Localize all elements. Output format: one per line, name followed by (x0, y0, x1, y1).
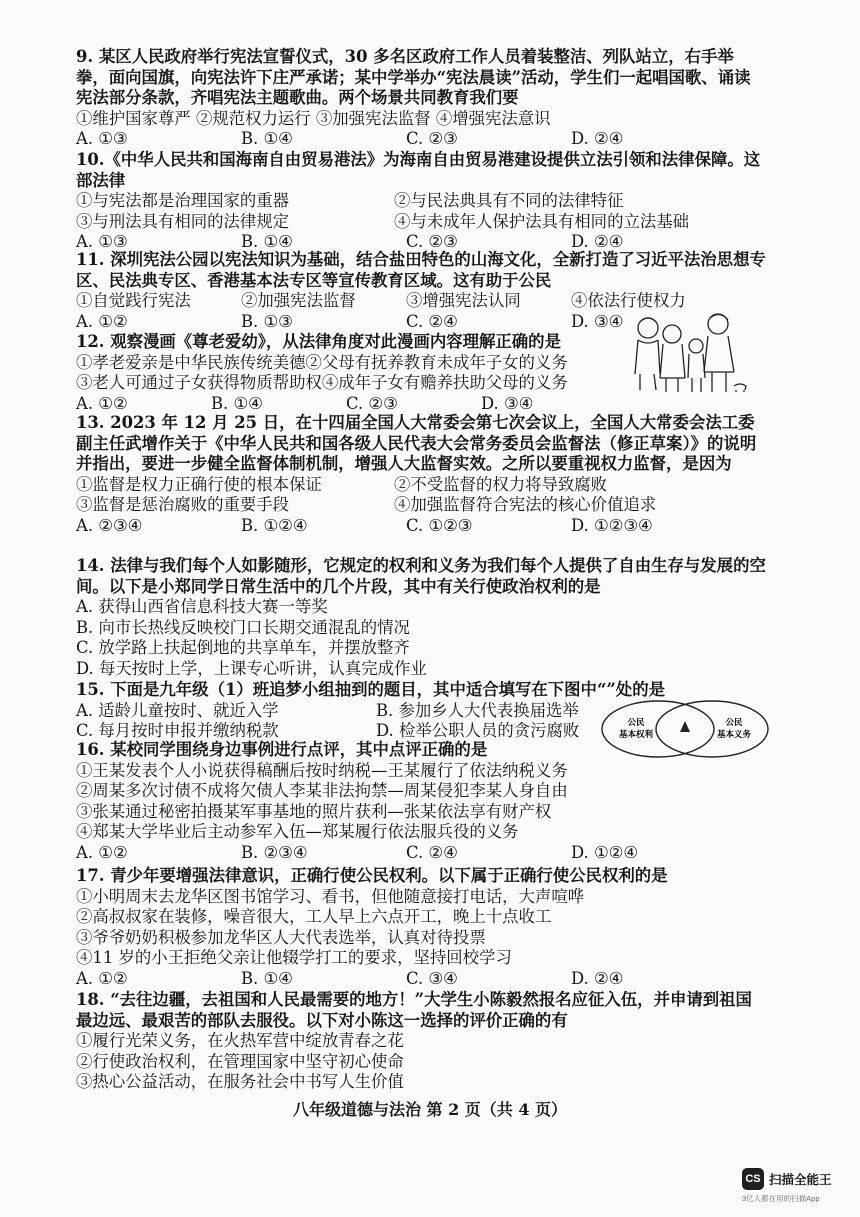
question-9 (76, 47, 766, 150)
choice-d[interactable]: D. 检举公职人员的贪污腐败 (376, 721, 580, 740)
question-13-items-row2 (76, 495, 766, 516)
choice-d[interactable]: D. ②④ (571, 129, 624, 148)
item-2: ②行使政治权利，在管理国家中坚守初心使命 (76, 1051, 404, 1071)
choice-d[interactable]: D. ①②③④ (571, 515, 653, 535)
question-13-choices (76, 516, 766, 537)
scanner-tagline: 3亿人都在用的扫描App (742, 1194, 820, 1203)
question-13 (76, 413, 766, 536)
item-1: ①履行光荣义务，在火热军营中绽放青春之花 (76, 1031, 404, 1050)
choice-b[interactable]: B. ①④ (241, 232, 293, 251)
item-2: ②周某多次讨债不成将欠债人李某非法拘禁—周某侵犯李某人身自由 (76, 781, 568, 800)
item-4: ④11 岁的小王拒绝父亲让他辍学打工的要求，坚持回校学习 (76, 948, 512, 967)
choice-a[interactable]: A. ①② (76, 311, 128, 331)
question-12-items-row2: ③老人可通过子女获得物质帮助权④成年子女有赡养扶助父母的义务 (76, 373, 568, 392)
item-1: ①自觉践行宪法 (76, 291, 191, 310)
triangle-icon (680, 721, 690, 732)
question-17 (76, 866, 766, 989)
choice-a[interactable]: A. ②③④ (76, 515, 143, 535)
choice-b[interactable]: B. 参加乡人大代表换届选举 (376, 700, 579, 720)
venn-right-label-line2: 基本义务 (716, 730, 752, 740)
scanner-watermark (742, 1168, 842, 1204)
item-3: ③爷爷奶奶积极参加龙华区人大代表选举，认真对待投票 (76, 927, 486, 947)
venn-left-label-line2: 基本权利 (618, 730, 654, 740)
respect-elders-cartoon-image (630, 312, 750, 396)
question-12-choices (76, 394, 616, 415)
choice-d[interactable]: D. ③④ (571, 311, 624, 331)
choice-b[interactable]: B. ①③ (241, 311, 293, 331)
item-3: ③热心公益活动，在服务社会中书写人生价值 (76, 1072, 404, 1091)
choice-c[interactable]: C. 放学路上扶起倒地的共享单车，并摆放整齐 (76, 638, 410, 657)
choice-a[interactable]: A. ①③ (76, 129, 128, 148)
question-9-stem: 9. 某区人民政府举行宪法宣誓仪式，30 多名区政府工作人员着装整洁、列队站立，右手举拳，面向国旗，向宪法许下庄严承诺；某中学举办“宪法晨读”活动，学生们一起唱国歌、诵读宪法部分条款，齐唱宪法主题歌曲。两个场景共同教育我们要 (76, 47, 751, 107)
question-13-stem: 13. 2023 年 12 月 25 日，在十四届全国人大常委会第七次会议上，全国人大常委会法工委副主任武增作关于《中华人民共和国各级人民代表大会常务委员会监督法（修正草案）》的说明并指出，要进一步健全监督体制机制，增强人大监督实效。之所以要重视权力监督，是因为 (76, 413, 757, 473)
question-9-items: ①维护国家尊严 ②规范权力运行 ③加强宪法监督 ④增强宪法意识 (76, 108, 551, 128)
question-10-items-row1 (76, 191, 766, 212)
venn-right-label-line1: 公民 (725, 718, 743, 728)
item-3: ③与刑法具有相同的法律规定 (76, 211, 290, 231)
question-16-choices (76, 843, 766, 864)
question-14 (76, 556, 766, 679)
choice-a[interactable]: A. ①② (76, 968, 128, 988)
question-15-stem: 15. 下面是九年级（1）班追梦小组抽到的题目，其中适合填写在下图中“”处的是 (76, 680, 665, 699)
item-3: ③监督是惩治腐败的重要手段 (76, 495, 290, 514)
choice-b[interactable]: B. ①②④ (241, 515, 308, 535)
camscanner-logo-icon: CS (742, 1168, 764, 1190)
choice-a[interactable]: A. ①② (76, 842, 128, 862)
choice-b[interactable]: B. ②③④ (241, 842, 308, 862)
choice-b[interactable]: B. ①④ (241, 129, 293, 148)
choice-d[interactable]: D. ②④ (571, 232, 624, 251)
item-4: ④郑某大学毕业后主动参军入伍—郑某履行依法服兵役的义务 (76, 822, 519, 841)
choice-c[interactable]: C. 每月按时申报并缴纳税款 (76, 721, 279, 740)
question-11-stem: 11. 深圳宪法公园以宪法知识为基础，结合盐田特色的山海文化，全新打造了习近平法治思想专区、民法典专区、香港基本法专区等宣传教育区域。这有助于公民 (76, 250, 766, 290)
choice-c[interactable]: C. ①②③ (406, 515, 473, 535)
question-12-stem: 12. 观察漫画《尊老爱幼》，从法律角度对此漫画内容理解正确的是 (76, 332, 561, 351)
item-3: ③增强宪法认同 (406, 291, 521, 310)
item-1: ①与宪法都是治理国家的重器 (76, 191, 290, 210)
question-16-stem: 16. 某校同学围绕身边事例进行点评，其中点评正确的是 (76, 740, 488, 759)
item-1: ①监督是权力正确行使的根本保证 (76, 474, 322, 494)
choice-c[interactable]: C. ②③ (406, 129, 458, 148)
venn-left-label-line1: 公民 (627, 718, 645, 728)
choice-d[interactable]: D. ①②④ (571, 842, 639, 862)
question-18 (76, 990, 766, 1093)
question-14-stem: 14. 法律与我们每个人如影随形，它规定的权利和义务为我们每个人提供了自由生存与发展的空间。以下是小郑同学日常生活中的几个片段，其中有关行使政治权利的是 (76, 556, 766, 596)
choice-d[interactable]: D. ②④ (571, 968, 624, 988)
choice-b[interactable]: B. 向市长热线反映校门口长期交通混乱的情况 (76, 617, 410, 637)
choice-a[interactable]: A. 适龄儿童按时、就近入学 (76, 700, 279, 720)
question-12-items-row1: ①孝老爱亲是中华民族传统美德②父母有抚养教育未成年子女的义务 (76, 352, 568, 372)
question-11-items (76, 291, 766, 312)
question-13-items-row1 (76, 475, 766, 496)
item-2: ②加强宪法监督 (241, 291, 356, 310)
question-17-stem: 17. 青少年要增强法律意识，正确行使公民权利。以下属于正确行使公民权利的是 (76, 866, 668, 885)
item-4: ④依法行使权力 (571, 291, 686, 310)
scanner-app-name: 扫描全能王 (769, 1173, 832, 1187)
item-2: ②不受监督的权力将导致腐败 (394, 474, 608, 494)
choice-c[interactable]: C. ②③ (346, 393, 398, 413)
item-4: ④与未成年人保护法具有相同的立法基础 (394, 211, 690, 231)
choice-c[interactable]: C. ②④ (406, 311, 458, 331)
choice-d[interactable]: D. ③④ (481, 393, 534, 413)
item-3: ③张某通过秘密拍摄某军事基地的照片获利—张某依法享有财产权 (76, 801, 552, 821)
choice-b[interactable]: B. ①④ (241, 968, 293, 988)
question-16 (76, 740, 766, 863)
item-1: ①王某发表个人小说获得稿酬后按时纳税—王某履行了依法纳税义务 (76, 760, 568, 780)
item-2: ②高叔叔家在装修，噪音很大，工人早上六点开工，晚上十点收工 (76, 907, 552, 926)
item-2: ②与民法典具有不同的法律特征 (394, 191, 624, 210)
question-10-items-row2 (76, 212, 766, 233)
question-10-stem: 10.《中华人民共和国海南自由贸易港法》为海南自由贸易港建设提供立法引领和法律保障。这部法律 (76, 150, 761, 190)
choice-c[interactable]: C. ②③ (406, 232, 458, 251)
question-12 (76, 332, 616, 414)
question-18-stem: 18. “去往边疆，去祖国和人民最需要的地方！”大学生小陈毅然报名应征入伍，并申请到祖国最边远、最艰苦的部队去服役。以下对小陈这一选择的评价正确的有 (76, 990, 752, 1030)
choice-d[interactable]: D. 每天按时上学，上课专心听讲，认真完成作业 (76, 658, 427, 678)
item-1: ①小明周末去龙华区图书馆学习、看书，但他随意接打电话，大声喧哗 (76, 886, 585, 906)
question-9-choices (76, 129, 766, 150)
choice-c[interactable]: C. ③④ (406, 968, 458, 988)
choice-b[interactable]: B. ①④ (211, 393, 263, 413)
choice-a[interactable]: A. ①② (76, 393, 128, 413)
choice-c[interactable]: C. ②④ (406, 842, 458, 862)
choice-a[interactable]: A. 获得山西省信息科技大赛一等奖 (76, 597, 328, 616)
item-4: ④加强监督符合宪法的核心价值追求 (394, 495, 657, 514)
choice-a[interactable]: A. ①③ (76, 232, 128, 251)
page-footer: 八年级道德与法治 第 2 页（共 4 页） (292, 1100, 568, 1119)
question-17-choices (76, 969, 766, 990)
question-10 (76, 150, 766, 253)
